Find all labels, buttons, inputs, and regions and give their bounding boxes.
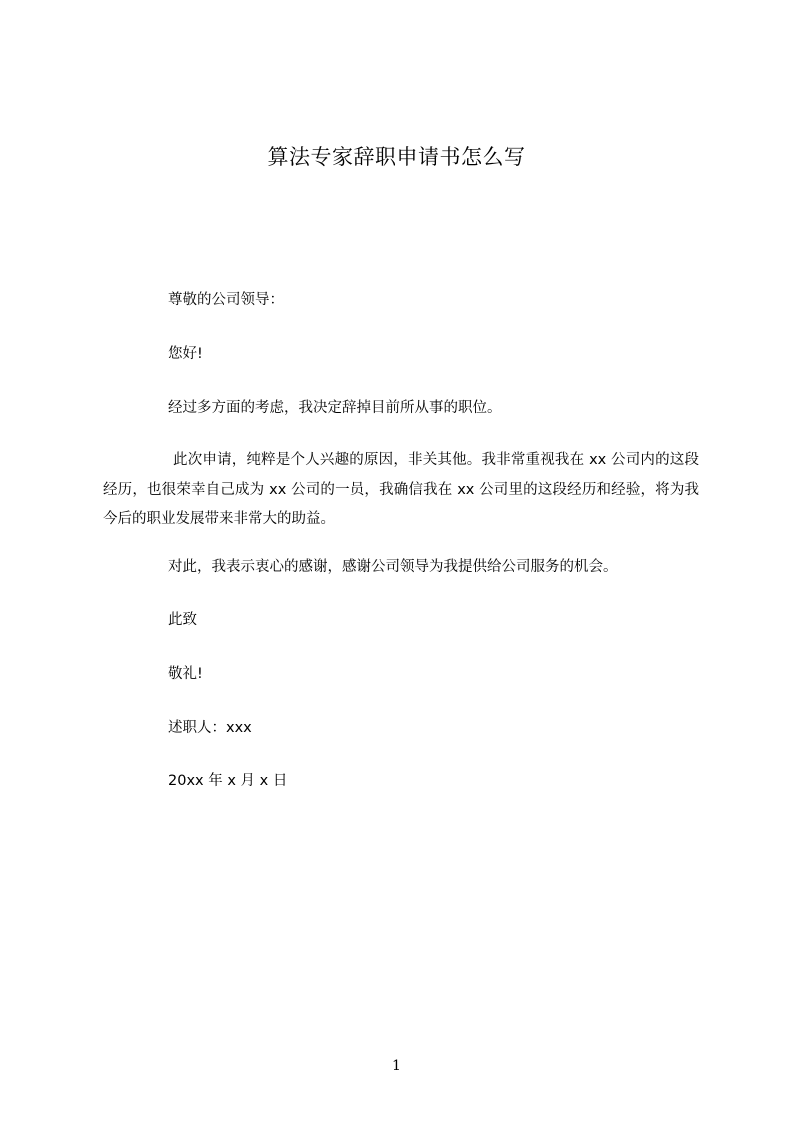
page-number: 1: [392, 1058, 401, 1074]
greeting: 您好!: [168, 346, 203, 362]
paragraph-decision: 经过多方面的考虑，我决定辞掉目前所从事的职位。: [168, 400, 502, 416]
closing-line-2: 敬礼!: [168, 666, 203, 682]
paragraph-thanks: 对此，我表示衷心的感谢，感谢公司领导为我提供给公司服务的机会。: [168, 559, 618, 575]
salutation: 尊敬的公司领导：: [168, 292, 284, 308]
document-title: 算法专家辞职申请书怎么写: [267, 145, 526, 169]
signature: 述职人：xxx: [168, 720, 252, 736]
date: 20xx 年 x 月 x 日: [168, 773, 288, 789]
paragraph-reason: 此次申请，纯粹是个人兴趣的原因，非关其他。我非常重视我在 xx 公司内的这段经历，也很荣幸自己成为 xx 公司的一员，我确信我在 xx 公司里的这段经历和经验，将为我今后的职业发展带来非常大的助益。: [103, 452, 699, 527]
closing-line-1: 此致: [168, 612, 197, 628]
